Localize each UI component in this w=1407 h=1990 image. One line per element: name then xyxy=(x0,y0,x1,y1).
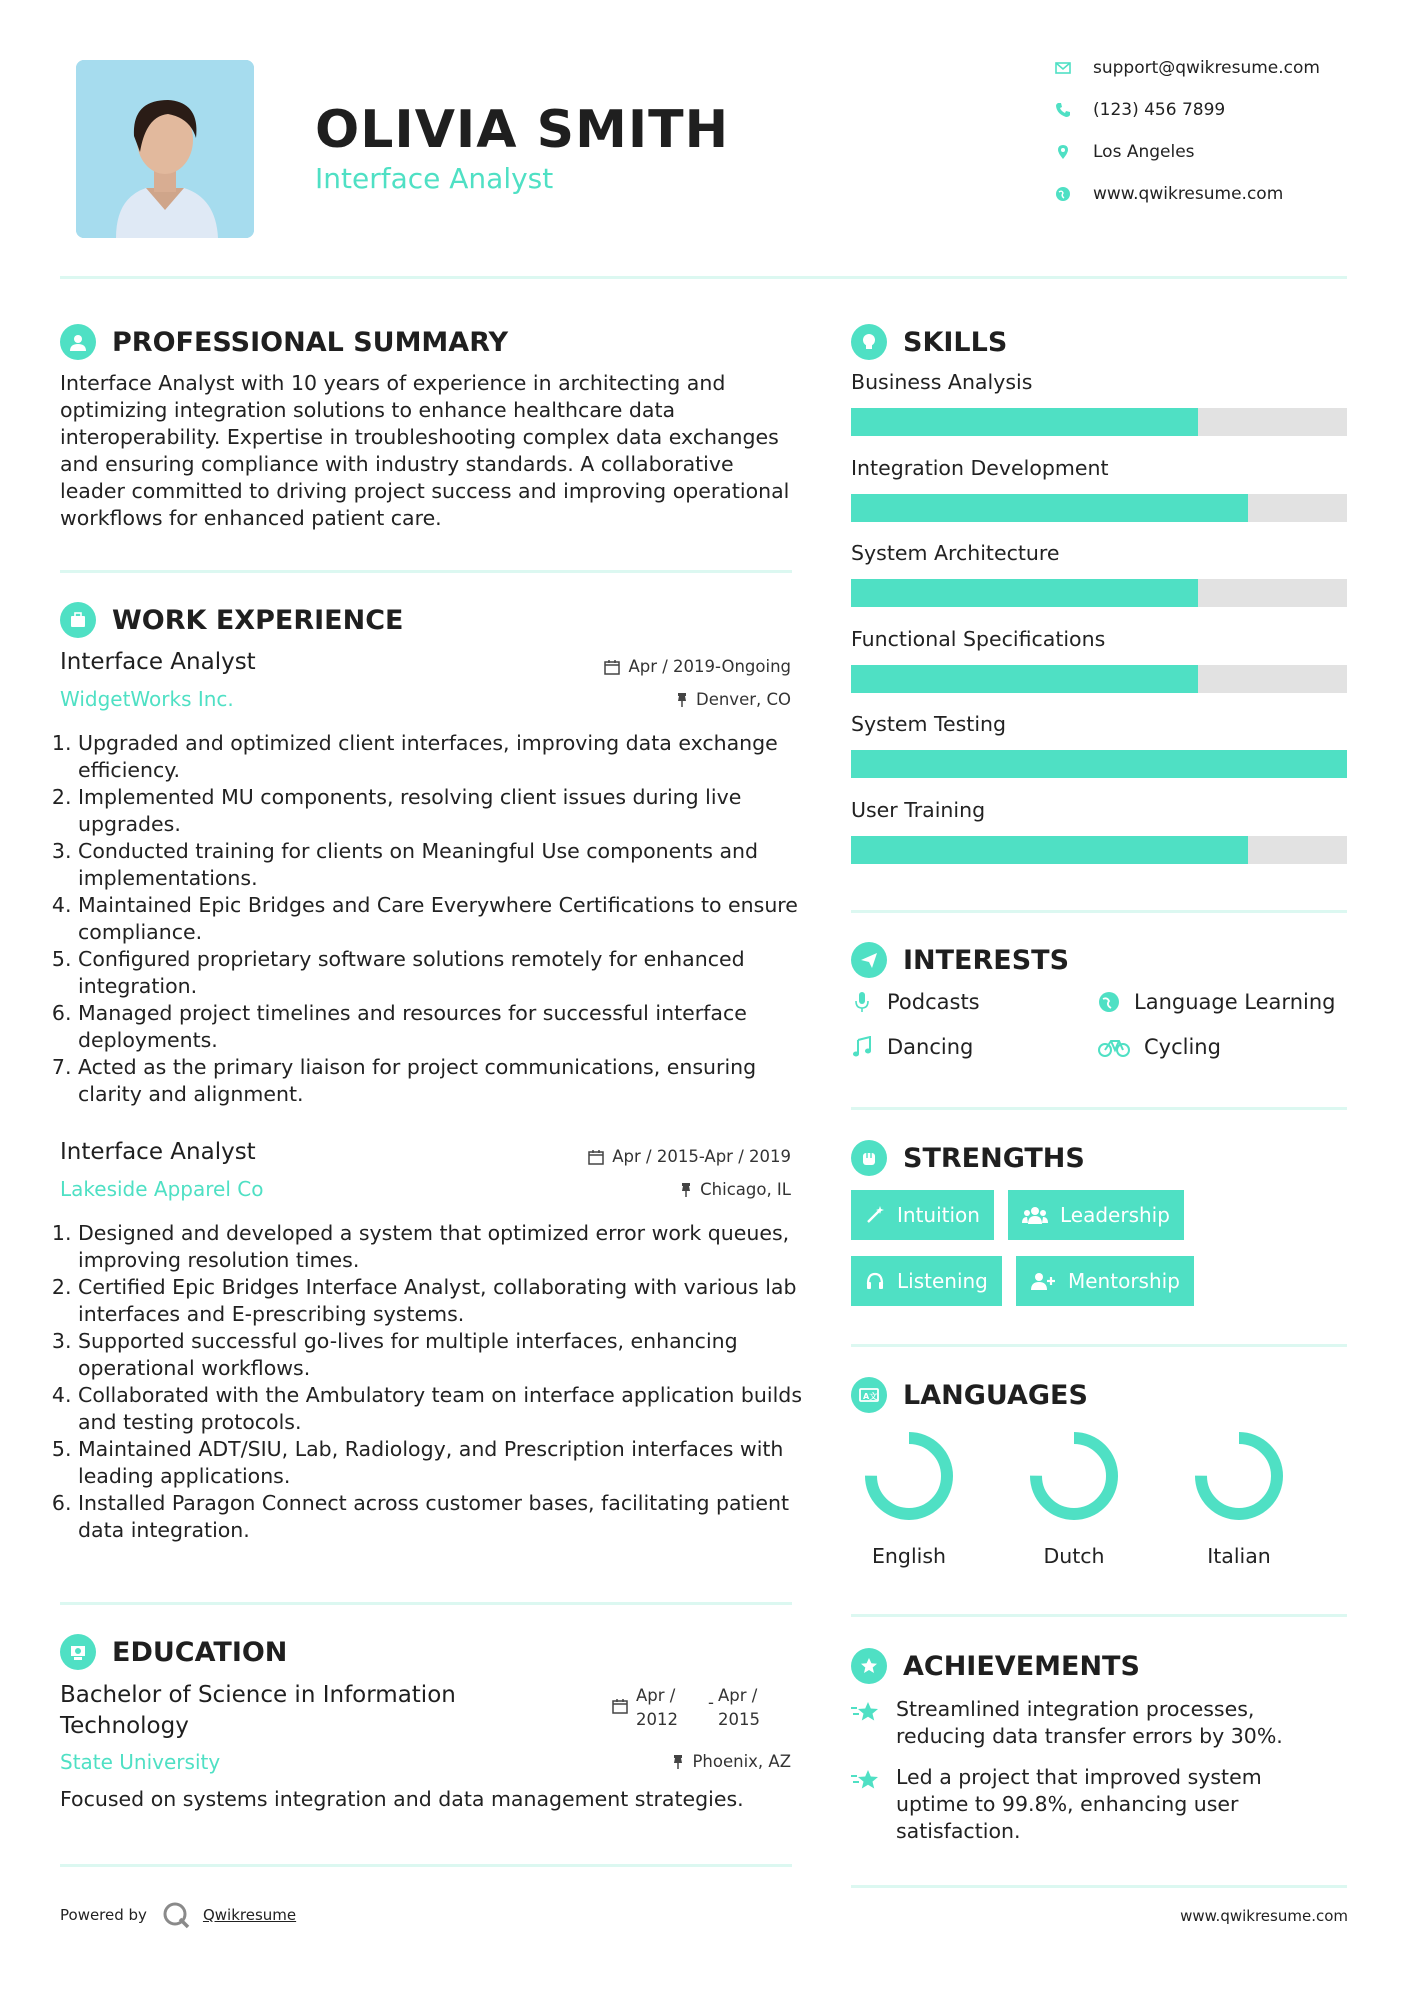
languages-heading xyxy=(851,1377,1088,1413)
list-item: 2. Implemented MU components, resolving client issues during live upgrades. xyxy=(78,784,818,838)
list-item: 6. Installed Paragon Connect across customer bases, facilitating patient data integration. xyxy=(78,1490,818,1544)
star-badge-icon xyxy=(851,1648,887,1684)
job-1-bullets xyxy=(60,730,818,1108)
language-name: Italian xyxy=(1207,1544,1271,1568)
summary-heading xyxy=(60,324,508,360)
job-2-location-text: Chicago, IL xyxy=(700,1180,791,1199)
list-item: 1. Upgraded and optimized client interfaces, improving data exchange efficiency. xyxy=(78,730,818,784)
language-name: Dutch xyxy=(1043,1544,1105,1568)
skills-divider xyxy=(851,910,1347,913)
list-item: 5. Configured proprietary software solutions remotely for enhanced integration. xyxy=(78,946,818,1000)
language-ring xyxy=(1026,1428,1122,1524)
language-ring xyxy=(1191,1428,1287,1524)
education-heading xyxy=(60,1634,287,1670)
interests-heading xyxy=(851,942,1069,978)
contact-location xyxy=(1055,142,1195,162)
strength-chip-listening xyxy=(851,1256,1002,1306)
footer-powered-by xyxy=(60,1900,296,1930)
achievement-icon-2 xyxy=(851,1768,881,1798)
job-2-bullets xyxy=(60,1220,818,1544)
list-item: 3. Conducted training for clients on Meaningful Use components and implementations. xyxy=(78,838,818,892)
skill-name: Functional Specifications xyxy=(851,626,1106,651)
globe-icon xyxy=(1098,991,1120,1013)
interests-title: INTERESTS xyxy=(903,944,1070,976)
globe-icon xyxy=(1055,186,1071,202)
interests-divider xyxy=(851,1107,1347,1110)
footer-website[interactable]: www.qwikresume.com xyxy=(1180,1907,1348,1925)
contact-location-text: Los Angeles xyxy=(1093,142,1195,162)
education-degree: Bachelor of Science in Information Technology xyxy=(60,1682,456,1739)
svg-text:A文: A文 xyxy=(863,1392,878,1401)
interest-dancing xyxy=(851,1035,973,1059)
strengths-title: STRENGTHS xyxy=(903,1142,1085,1174)
language-ring xyxy=(861,1428,957,1524)
skills-title: SKILLS xyxy=(903,326,1008,358)
job-2-location xyxy=(680,1180,791,1199)
languages-divider xyxy=(851,1614,1347,1617)
interest-label: Language Learning xyxy=(1134,990,1336,1014)
education-divider xyxy=(60,1864,792,1867)
map-pin-icon xyxy=(1055,144,1071,160)
education-date-sep: - xyxy=(708,1693,714,1712)
job-1-location xyxy=(676,690,791,709)
list-item: 1. Designed and developed a system that optimized error work queues, improving resolution times. xyxy=(78,1220,818,1274)
lightbulb-icon xyxy=(851,324,887,360)
user-icon xyxy=(60,324,96,360)
achievements-divider xyxy=(851,1885,1347,1888)
envelope-icon xyxy=(1055,60,1071,76)
summary-text: Interface Analyst with 10 years of experience in architecting and optimizing integration solutions to enhance healthcare data interoperability. Expertise in troubleshooting complex data exchanges and ensuring compliance with industry standards. A collaborative leader committed to driving project success and improving operational workflows for enhanced patient care. xyxy=(60,371,790,530)
job-1-company: WidgetWorks Inc. xyxy=(60,687,234,711)
pin-icon xyxy=(676,692,688,708)
skill-bar-fill xyxy=(851,836,1248,864)
work-heading xyxy=(60,602,403,638)
list-item: 4. Collaborated with the Ambulatory team on interface application builds and testing protocols. xyxy=(78,1382,818,1436)
header-divider xyxy=(60,276,1347,279)
language-ring-arc xyxy=(1036,1438,1112,1514)
strength-chip-intuition xyxy=(851,1190,994,1240)
job-2-dates-text: Apr / 2015-Apr / 2019 xyxy=(612,1147,791,1166)
achievement-2: Led a project that improved system uptime to 99.8%, enhancing user satisfaction. xyxy=(896,1765,1262,1843)
skill-bar-fill xyxy=(851,408,1198,436)
skill-bar-fill xyxy=(851,579,1198,607)
job-1-title: Interface Analyst xyxy=(60,649,256,675)
interest-label: Cycling xyxy=(1144,1035,1221,1059)
list-item: 7. Acted as the primary liaison for project communications, ensuring clarity and alignment. xyxy=(78,1054,818,1108)
summary-title: PROFESSIONAL SUMMARY xyxy=(112,326,509,358)
candidate-name: OLIVIA SMITH xyxy=(315,100,730,160)
calendar-icon xyxy=(604,659,620,675)
achievements-heading xyxy=(851,1648,1140,1684)
skills-heading xyxy=(851,324,1007,360)
summary-divider xyxy=(60,570,792,573)
skill-bar-fill xyxy=(851,750,1347,778)
job-1-location-text: Denver, CO xyxy=(695,690,791,709)
contact-website[interactable] xyxy=(1055,184,1283,204)
achievement-1: Streamlined integration processes, reducing data transfer errors by 30%. xyxy=(896,1697,1283,1748)
strength-chip-leadership xyxy=(1008,1190,1184,1240)
graduation-icon xyxy=(60,1634,96,1670)
user-plus-icon xyxy=(1030,1271,1056,1291)
skill-bar xyxy=(851,408,1347,436)
list-item: 4. Maintained Epic Bridges and Care Everywhere Certifications to ensure compliance. xyxy=(78,892,818,946)
users-icon xyxy=(1022,1205,1048,1225)
strength-chip-mentorship xyxy=(1016,1256,1194,1306)
calendar-icon xyxy=(588,1149,604,1165)
headphones-icon xyxy=(865,1271,885,1291)
job-1-dates-text: Apr / 2019-Ongoing xyxy=(628,657,791,676)
contact-website-text: www.qwikresume.com xyxy=(1093,184,1284,204)
education-location-text: Phoenix, AZ xyxy=(692,1752,791,1771)
education-date-start-month: Apr / xyxy=(636,1686,676,1705)
work-divider xyxy=(60,1602,792,1605)
interest-language-learning xyxy=(1098,990,1335,1014)
education-date-end xyxy=(718,1684,760,1732)
strength-label: Leadership xyxy=(1060,1203,1170,1227)
paper-plane-icon xyxy=(851,942,887,978)
interest-cycling xyxy=(1098,1035,1221,1059)
star-icon xyxy=(851,1700,881,1726)
candidate-role: Interface Analyst xyxy=(315,162,554,195)
language-name: English xyxy=(871,1544,947,1568)
magic-wand-icon xyxy=(865,1205,885,1225)
language-ring-arc xyxy=(871,1438,947,1514)
contact-phone[interactable] xyxy=(1055,100,1225,120)
language-card-icon xyxy=(851,1377,887,1413)
skill-bar xyxy=(851,494,1347,522)
skill-bar xyxy=(851,579,1347,607)
footer-brand-link[interactable]: Qwikresume xyxy=(202,1906,297,1924)
list-item: 2. Certified Epic Bridges Interface Analyst, collaborating with various lab interfaces and E-prescribing systems. xyxy=(78,1274,818,1328)
contact-phone-text: (123) 456 7899 xyxy=(1093,100,1226,120)
list-item: 6. Managed project timelines and resources for successful interface deployments. xyxy=(78,1000,818,1054)
pin-icon xyxy=(672,1754,684,1770)
education-location xyxy=(672,1752,791,1771)
avatar xyxy=(76,60,254,238)
strength-label: Mentorship xyxy=(1068,1269,1180,1293)
music-note-icon xyxy=(851,1036,873,1058)
fist-icon xyxy=(851,1140,887,1176)
skill-name: System Testing xyxy=(851,712,1007,737)
achievement-icon-1 xyxy=(851,1700,881,1730)
profile-photo xyxy=(76,60,254,238)
qwikresume-logo-icon xyxy=(161,1900,191,1930)
skill-bar xyxy=(851,750,1347,778)
job-2-title: Interface Analyst xyxy=(60,1139,256,1165)
footer-powered-by-text: Powered by xyxy=(60,1906,147,1924)
interest-label: Dancing xyxy=(887,1035,974,1059)
skill-name: Business Analysis xyxy=(851,370,1033,394)
education-description: Focused on systems integration and data management strategies. xyxy=(60,1787,744,1811)
education-date-start xyxy=(636,1684,678,1732)
skill-name: Integration Development xyxy=(851,455,1109,480)
education-school: State University xyxy=(60,1750,221,1774)
contact-email-text: support@qwikresume.com xyxy=(1093,58,1320,78)
microphone-icon xyxy=(851,991,873,1013)
skill-bar xyxy=(851,836,1347,864)
skill-bar-fill xyxy=(851,494,1248,522)
job-2-company: Lakeside Apparel Co xyxy=(60,1177,264,1201)
phone-icon xyxy=(1055,102,1071,118)
achievements-title: ACHIEVEMENTS xyxy=(903,1650,1140,1682)
skill-bar-fill xyxy=(851,665,1198,693)
interest-podcasts xyxy=(851,990,980,1014)
languages-title: LANGUAGES xyxy=(903,1379,1088,1411)
strength-label: Listening xyxy=(897,1269,988,1293)
briefcase-icon xyxy=(60,602,96,638)
star-icon xyxy=(851,1768,881,1794)
education-title: EDUCATION xyxy=(112,1636,288,1668)
calendar-icon xyxy=(612,1698,628,1714)
bicycle-icon xyxy=(1098,1036,1130,1058)
education-date-start-year: 2012 xyxy=(636,1710,678,1729)
list-item: 3. Supported successful go-lives for multiple interfaces, enhancing operational workflows. xyxy=(78,1328,818,1382)
job-2-dates xyxy=(588,1147,791,1166)
job-1-dates xyxy=(604,657,791,676)
pin-icon xyxy=(680,1182,692,1198)
interest-label: Podcasts xyxy=(887,990,980,1014)
list-item: 5. Maintained ADT/SIU, Lab, Radiology, and Prescription interfaces with leading applications. xyxy=(78,1436,818,1490)
strengths-divider xyxy=(851,1344,1347,1347)
education-calendar xyxy=(612,1698,628,1718)
education-date-end-month: Apr / xyxy=(718,1686,758,1705)
work-title: WORK EXPERIENCE xyxy=(112,604,404,636)
language-ring-arc xyxy=(1201,1438,1277,1514)
strengths-heading xyxy=(851,1140,1085,1176)
skill-bar xyxy=(851,665,1347,693)
strength-label: Intuition xyxy=(897,1203,980,1227)
skill-name: User Training xyxy=(851,798,986,822)
skill-name: System Architecture xyxy=(851,541,1060,566)
education-date-end-year: 2015 xyxy=(718,1710,760,1729)
contact-email[interactable] xyxy=(1055,58,1320,78)
